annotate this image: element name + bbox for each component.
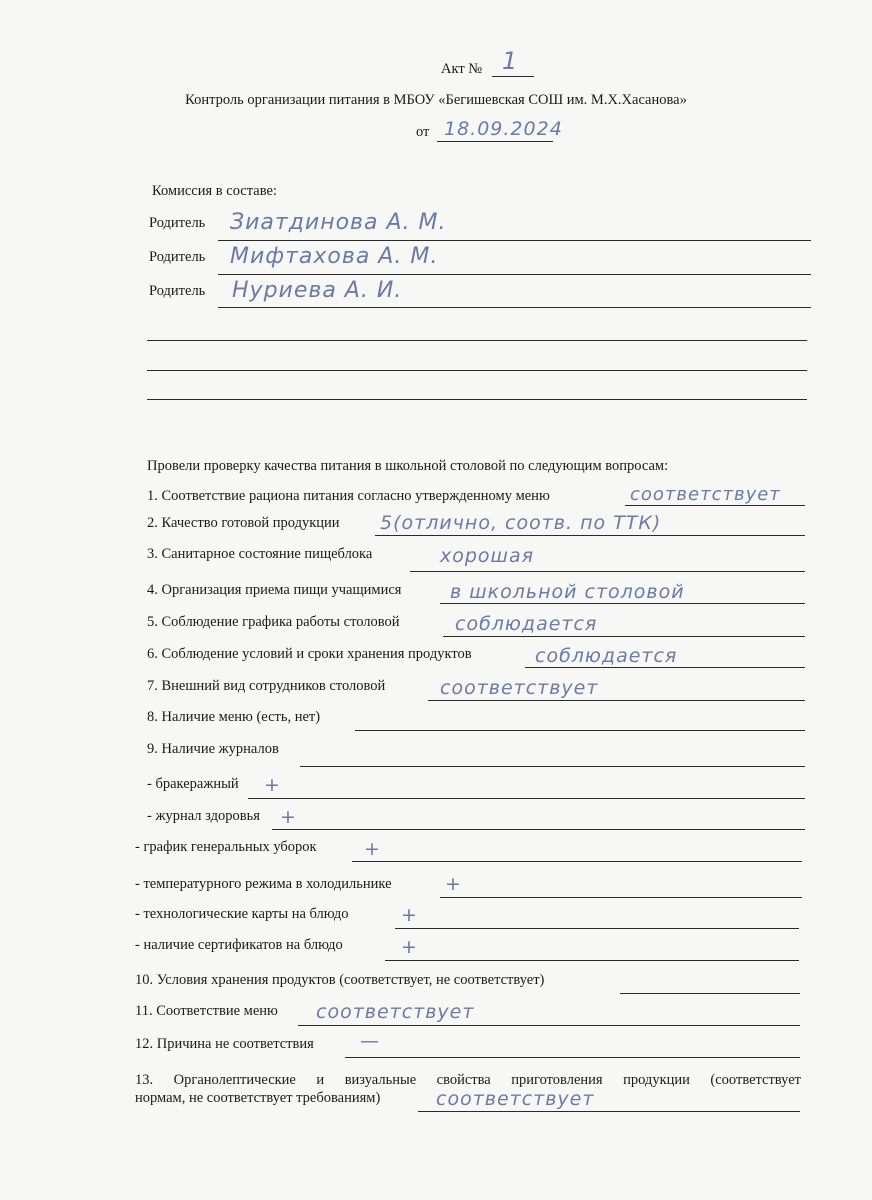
journal-answer: + bbox=[264, 774, 281, 796]
journal-label: - температурного режима в холодильнике bbox=[135, 876, 392, 892]
answer-line bbox=[298, 1025, 800, 1026]
answer-line bbox=[345, 1057, 800, 1058]
check-item-answer: соответствует bbox=[316, 1001, 475, 1023]
member-line bbox=[218, 274, 811, 275]
answer-line bbox=[620, 993, 800, 994]
check-item-13-line1: 13. Органолептические и визуальные свойства приготовления продукции (соответствует bbox=[135, 1072, 801, 1088]
answer-line bbox=[525, 667, 805, 668]
check-item-label: 3. Санитарное состояние пищеблока bbox=[147, 546, 373, 562]
answer-line bbox=[443, 636, 805, 637]
act-number: 1 bbox=[502, 47, 519, 75]
journal-label: - наличие сертификатов на блюдо bbox=[135, 937, 343, 953]
check-intro: Провели проверку качества питания в школьной столовой по следующим вопросам: bbox=[147, 458, 669, 474]
check-item-label: 12. Причина не соответствия bbox=[135, 1036, 314, 1052]
journal-answer: + bbox=[401, 904, 418, 926]
answer-line bbox=[440, 603, 805, 604]
answer-line bbox=[385, 960, 799, 961]
answer-line bbox=[440, 897, 802, 898]
journal-answer: + bbox=[280, 806, 297, 828]
answer-line bbox=[428, 700, 805, 701]
check-item-label: 5. Соблюдение графика работы столовой bbox=[147, 614, 400, 630]
check-item-label: 2. Качество готовой продукции bbox=[147, 515, 340, 531]
check-item-answer: в школьной столовой bbox=[450, 581, 685, 603]
member-role: Родитель bbox=[149, 215, 206, 231]
check-item-label: 6. Соблюдение условий и сроки хранения продуктов bbox=[147, 646, 472, 662]
journal-answer: + bbox=[364, 838, 381, 860]
check-item-label: 7. Внешний вид сотрудников столовой bbox=[147, 678, 386, 694]
journal-label: - журнал здоровья bbox=[147, 808, 260, 824]
answer-line bbox=[248, 798, 805, 799]
check-item-answer: соблюдается bbox=[455, 613, 598, 635]
member-line bbox=[218, 307, 811, 308]
member-name: Нуриева А. И. bbox=[232, 278, 403, 303]
check-item-answer: соответствует bbox=[630, 484, 781, 505]
answer-line bbox=[300, 766, 805, 767]
member-role: Родитель bbox=[149, 249, 206, 265]
commission-heading: Комиссия в составе: bbox=[152, 183, 277, 199]
blank-line bbox=[147, 399, 807, 400]
journal-answer: + bbox=[401, 936, 418, 958]
check-item-answer: хорошая bbox=[440, 545, 535, 567]
member-line bbox=[218, 240, 811, 241]
check-item-answer: соответствует bbox=[436, 1088, 595, 1110]
check-item-label: 4. Организация приема пищи учащимися bbox=[147, 582, 402, 598]
journal-label: - технологические карты на блюдо bbox=[135, 906, 349, 922]
member-role: Родитель bbox=[149, 283, 206, 299]
check-item-answer: — bbox=[360, 1030, 380, 1052]
answer-line bbox=[395, 928, 799, 929]
date-value: 18.09.2024 bbox=[444, 118, 563, 140]
answer-line bbox=[410, 571, 805, 572]
check-item-label: 10. Условия хранения продуктов (соответствует, не соответствует) bbox=[135, 972, 545, 988]
date-prefix: от bbox=[416, 124, 430, 140]
answer-line bbox=[418, 1111, 800, 1112]
member-name: Зиатдинова А. М. bbox=[230, 210, 447, 235]
check-item-13-line2: нормам, не соответствует требованиям) bbox=[135, 1090, 381, 1106]
journal-label: - бракеражный bbox=[147, 776, 239, 792]
blank-line bbox=[147, 340, 807, 341]
check-item-answer: 5(отлично, соотв. по ТТК) bbox=[380, 512, 662, 534]
check-item-answer: соблюдается bbox=[535, 645, 678, 667]
check-item-label: 11. Соответствие меню bbox=[135, 1003, 278, 1019]
check-item-answer: соответствует bbox=[440, 677, 599, 699]
journal-answer: + bbox=[445, 873, 462, 895]
member-name: Мифтахова А. М. bbox=[230, 244, 439, 269]
date-line bbox=[437, 141, 553, 142]
act-label: Акт № bbox=[441, 61, 483, 77]
answer-line bbox=[272, 829, 805, 830]
document-title: Контроль организации питания в МБОУ «Бегишевская СОШ им. М.Х.Хасанова» bbox=[185, 92, 687, 108]
answer-line bbox=[355, 730, 805, 731]
check-item-label: 8. Наличие меню (есть, нет) bbox=[147, 709, 321, 725]
check-item-label: 1. Соответствие рациона питания согласно утвержденному меню bbox=[147, 488, 550, 504]
blank-line bbox=[147, 370, 807, 371]
answer-line bbox=[375, 535, 805, 536]
act-number-line bbox=[492, 76, 534, 77]
check-item-label: 9. Наличие журналов bbox=[147, 741, 279, 757]
answer-line bbox=[352, 861, 802, 862]
journal-label: - график генеральных уборок bbox=[135, 839, 317, 855]
